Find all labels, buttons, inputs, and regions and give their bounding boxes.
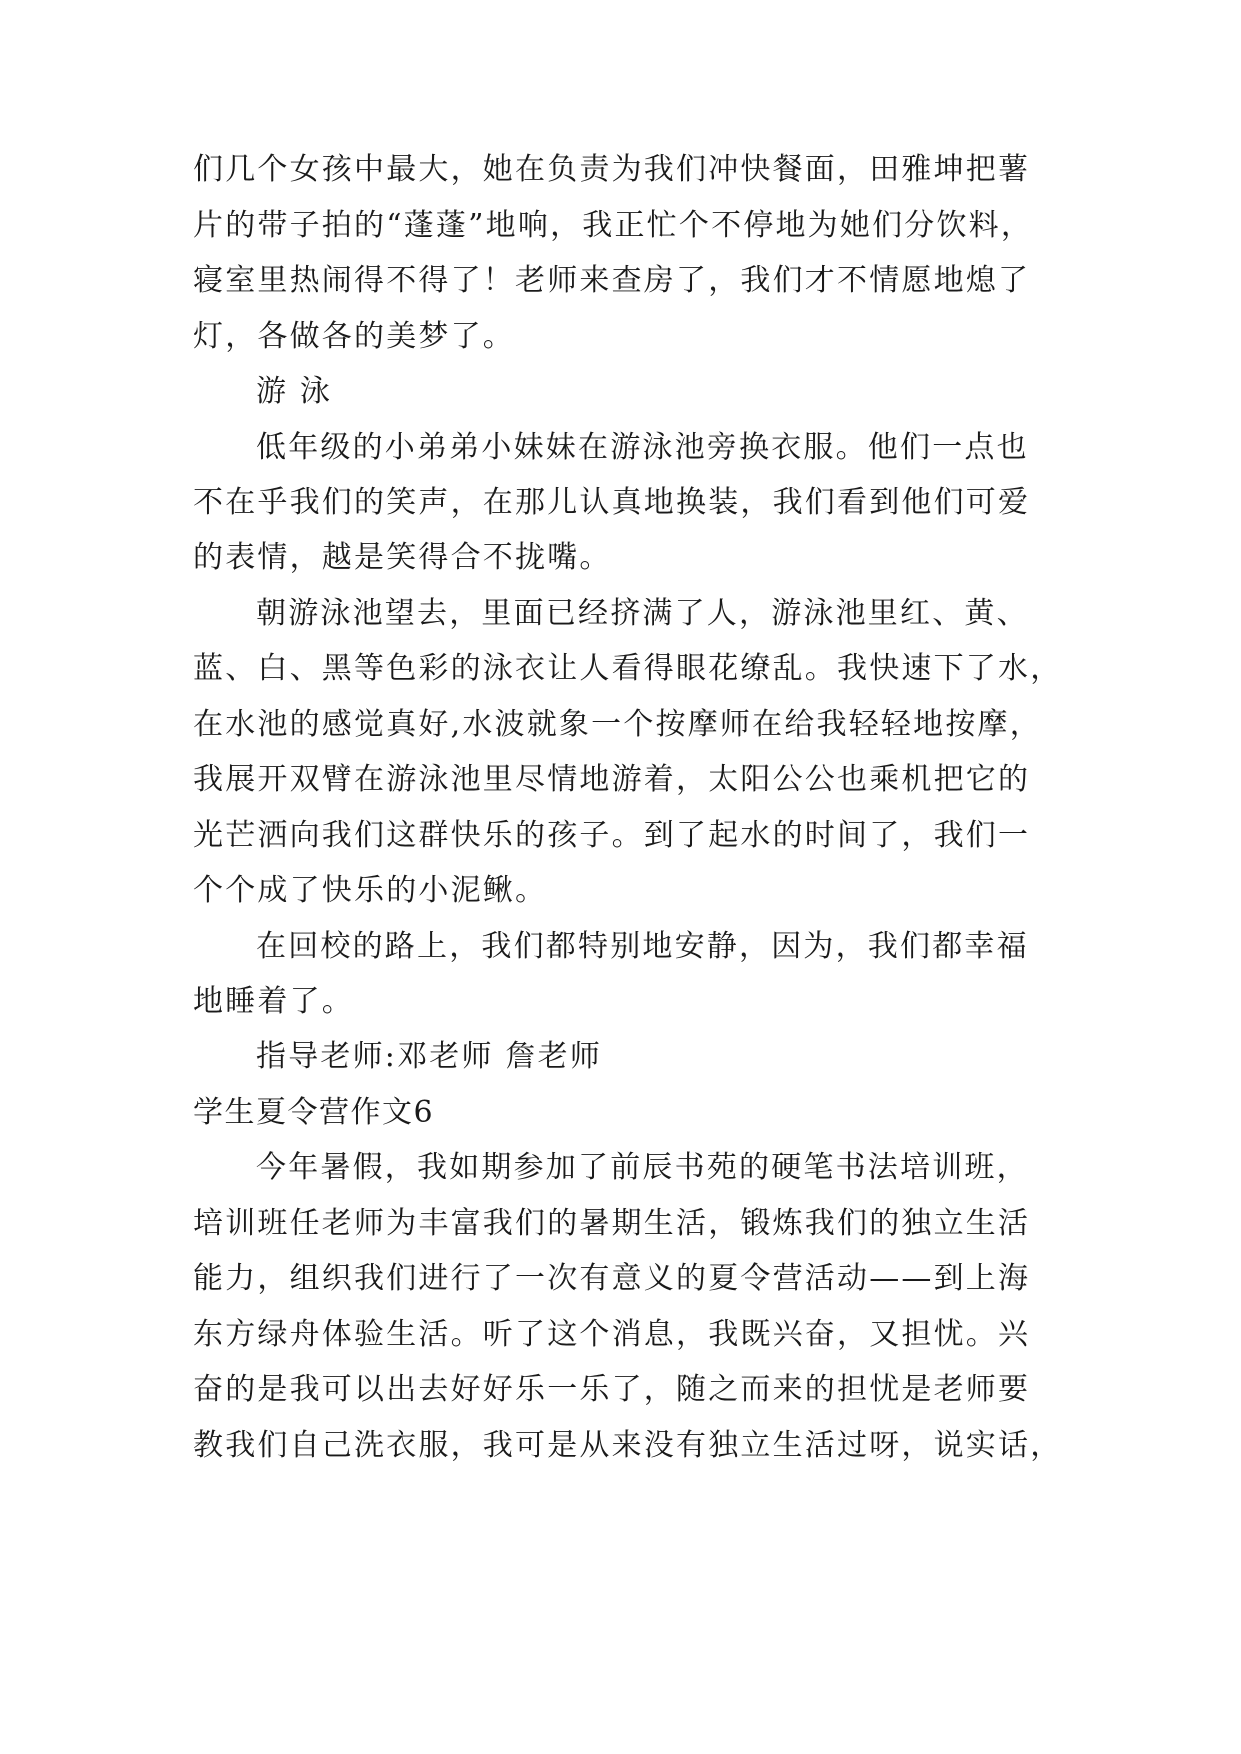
paragraph-line: 片的带子拍的“蓬蓬”地响，我正忙个不停地为她们分饮料， (193, 208, 1034, 243)
paragraph-line: 们几个女孩中最大，她在负责为我们冲快餐面，田雅坤把薯 (193, 152, 1031, 187)
paragraph-line: 在水池的感觉真好,水波就象一个按摩师在给我轻轻地按摩， (193, 707, 1042, 742)
paragraph-line: 灯，各做各的美梦了。 (193, 319, 515, 354)
paragraph-line: 寝室里热闹得不得了！老师来查房了，我们才不情愿地熄了 (193, 263, 1031, 298)
paragraph-line: 蓝、白、黑等色彩的泳衣让人看得眼花缭乱。我快速下了水， (193, 651, 1063, 686)
paragraph-line: 光芒洒向我们这群快乐的孩子。到了起水的时间了，我们一 (193, 818, 1031, 853)
teacher-credit: 指导老师:邓老师 詹老师 (256, 1039, 603, 1074)
section-heading: 游 泳 (256, 374, 333, 409)
paragraph-line: 朝游泳池望去，里面已经挤满了人，游泳池里红、黄、 (256, 596, 1029, 631)
paragraph-line: 教我们自己洗衣服，我可是从来没有独立生活过呀，说实话， (193, 1428, 1063, 1463)
paragraph-line: 今年暑假，我如期参加了前辰书苑的硬笔书法培训班， (256, 1150, 1029, 1185)
paragraph-line: 地睡着了。 (193, 984, 354, 1019)
paragraph-line: 不在乎我们的笑声，在那儿认真地换装，我们看到他们可爱 (193, 485, 1031, 520)
paragraph-line: 低年级的小弟弟小妹妹在游泳池旁换衣服。他们一点也 (256, 430, 1029, 465)
paragraph-line: 能力，组织我们进行了一次有意义的夏令营活动——到上海 (193, 1261, 1031, 1296)
paragraph-line: 奋的是我可以出去好好乐一乐了，随之而来的担忧是老师要 (193, 1372, 1031, 1407)
paragraph-line: 在回校的路上，我们都特别地安静，因为，我们都幸福 (256, 929, 1029, 964)
paragraph-line: 个个成了快乐的小泥鳅。 (193, 873, 548, 908)
paragraph-line: 我展开双臂在游泳池里尽情地游着，太阳公公也乘机把它的 (193, 762, 1031, 797)
paragraph-line: 东方绿舟体验生活。听了这个消息，我既兴奋，又担忧。兴 (193, 1317, 1031, 1352)
essay-title: 学生夏令营作文6 (193, 1095, 435, 1130)
paragraph-line: 的表情，越是笑得合不拢嘴。 (193, 540, 612, 575)
paragraph-line: 培训班任老师为丰富我们的暑期生活，锻炼我们的独立生活 (193, 1206, 1031, 1241)
